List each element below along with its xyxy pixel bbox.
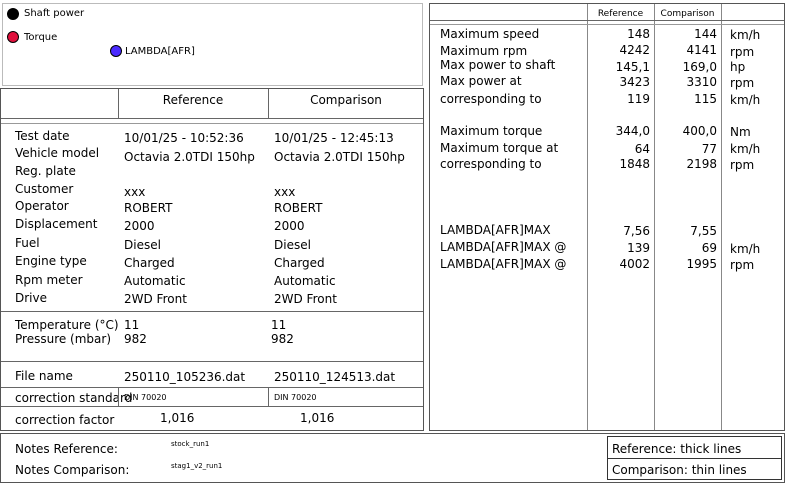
result-label-max-speed: Maximum speed	[440, 27, 540, 41]
result-cmp-max-speed: 144	[694, 27, 717, 41]
line-legend-reference: Reference: thick lines	[612, 442, 742, 456]
result-label-torque-corresponding: corresponding to	[440, 157, 542, 171]
info-header-comparison: Comparison	[310, 93, 382, 107]
test-info-table	[0, 88, 424, 431]
info-label-pressure: Pressure (mbar)	[15, 332, 112, 346]
info-ref-rpm-meter: Automatic	[124, 274, 186, 288]
info-cmp-drive: 2WD Front	[274, 292, 337, 306]
info-cmp-correction-factor: 1,016	[300, 411, 335, 425]
result-unit-power-corresponding: km/h	[730, 93, 761, 107]
legend-torque: Torque	[24, 32, 58, 43]
info-ref-file-name: 250110_105236.dat	[124, 370, 246, 384]
info-label-correction-standard: correction standard	[15, 391, 133, 405]
line-legend-comparison: Comparison: thin lines	[612, 463, 747, 477]
info-ref-correction-standard: DIN 70020	[124, 393, 167, 402]
result-label-max-torque: Maximum torque	[440, 124, 543, 138]
info-cmp-fuel: Diesel	[274, 238, 311, 252]
info-cmp-file-name: 250110_124513.dat	[274, 370, 396, 384]
info-ref-temperature: 11	[124, 318, 140, 332]
info-label-operator: Operator	[15, 199, 69, 213]
info-label-correction-factor: correction factor	[15, 413, 115, 427]
info-cmp-temperature: 11	[271, 318, 287, 332]
result-ref-max-torque: 344,0	[615, 124, 650, 138]
shaft-power-legend-marker	[7, 8, 19, 20]
info-ref-drive: 2WD Front	[124, 292, 187, 306]
notes-comparison-value: stag1_v2_run1	[171, 462, 223, 470]
result-cmp-max-power-at: 3310	[686, 75, 717, 89]
result-unit-max-power-at: rpm	[730, 76, 755, 90]
line-style-legend	[607, 436, 782, 480]
result-ref-max-rpm: 4242	[619, 43, 650, 57]
result-unit-torque-corresponding: rpm	[730, 158, 755, 172]
result-ref-max-speed: 148	[627, 27, 650, 41]
info-label-test-date: Test date	[15, 129, 70, 143]
lambda-legend-marker	[110, 45, 122, 57]
info-label-drive: Drive	[15, 291, 47, 305]
result-cmp-lambda-max: 7,55	[690, 224, 717, 238]
info-ref-customer: xxx	[124, 185, 146, 199]
result-ref-lambda-max: 7,56	[623, 224, 650, 238]
result-unit-max-rpm: rpm	[730, 45, 755, 59]
result-ref-max-power-at: 3423	[619, 75, 650, 89]
info-label-temperature: Temperature (°C)	[15, 318, 119, 332]
results-header-reference: Reference	[597, 9, 644, 19]
result-label-lambda-max: LAMBDA[AFR]MAX	[440, 223, 551, 237]
info-label-displacement: Displacement	[15, 217, 98, 231]
notes-reference-value: stock_run1	[171, 440, 210, 448]
result-cmp-max-torque-at: 77	[701, 142, 717, 156]
result-unit-max-power: hp	[730, 60, 746, 74]
result-cmp-torque-corresponding: 2198	[686, 157, 717, 171]
result-unit-lambda-max-rpm: rpm	[730, 258, 755, 272]
info-label-vehicle-model: Vehicle model	[15, 146, 100, 160]
result-cmp-power-corresponding: 115	[694, 92, 717, 106]
info-ref-vehicle-model: Octavia 2.0TDI 150hp	[124, 150, 255, 164]
result-cmp-lambda-max-rpm: 1995	[686, 257, 717, 271]
result-label-max-torque-at: Maximum torque at	[440, 141, 559, 155]
info-ref-fuel: Diesel	[124, 238, 161, 252]
info-cmp-engine-type: Charged	[274, 256, 325, 270]
info-ref-test-date: 10/01/25 - 10:52:36	[124, 131, 244, 145]
notes-reference-label: Notes Reference:	[15, 442, 118, 456]
legend-lambda: LAMBDA[AFR]	[125, 46, 195, 57]
info-ref-pressure: 982	[124, 332, 147, 346]
info-label-file-name: File name	[15, 369, 73, 383]
result-ref-lambda-max-rpm: 4002	[619, 257, 650, 271]
notes-panel	[0, 433, 785, 483]
result-cmp-lambda-max-speed: 69	[701, 241, 717, 255]
info-label-fuel: Fuel	[15, 236, 40, 250]
result-cmp-max-power: 169,0	[682, 60, 717, 74]
info-label-customer: Customer	[15, 182, 74, 196]
result-unit-max-speed: km/h	[730, 28, 761, 42]
result-unit-max-torque-at: km/h	[730, 142, 761, 156]
result-label-max-power-at: Max power at	[440, 74, 522, 88]
result-cmp-max-torque: 400,0	[682, 124, 717, 138]
result-unit-lambda-max-speed: km/h	[730, 242, 761, 256]
info-cmp-test-date: 10/01/25 - 12:45:13	[274, 131, 394, 145]
info-label-reg-plate: Reg. plate	[15, 164, 76, 178]
info-cmp-correction-standard: DIN 70020	[274, 393, 317, 402]
info-cmp-customer: xxx	[274, 185, 296, 199]
torque-legend-marker	[7, 31, 19, 43]
legend-shaft-power: Shaft power	[24, 8, 85, 19]
results-header-comparison: Comparison	[660, 9, 715, 19]
info-label-engine-type: Engine type	[15, 254, 87, 268]
info-label-rpm-meter: Rpm meter	[15, 273, 83, 287]
info-cmp-rpm-meter: Automatic	[274, 274, 336, 288]
result-label-lambda-max-speed: LAMBDA[AFR]MAX @	[440, 240, 567, 254]
result-ref-lambda-max-speed: 139	[627, 241, 650, 255]
result-cmp-max-rpm: 4141	[686, 43, 717, 57]
result-label-max-rpm: Maximum rpm	[440, 44, 528, 58]
result-label-lambda-max-rpm: LAMBDA[AFR]MAX @	[440, 257, 567, 271]
info-cmp-vehicle-model: Octavia 2.0TDI 150hp	[274, 150, 405, 164]
results-table	[429, 3, 785, 431]
info-ref-displacement: 2000	[124, 219, 155, 233]
info-ref-operator: ROBERT	[124, 201, 173, 215]
legend-panel	[2, 3, 423, 86]
result-label-max-power: Max power to shaft	[440, 58, 556, 72]
info-cmp-displacement: 2000	[274, 219, 305, 233]
info-header-reference: Reference	[162, 93, 224, 107]
info-ref-engine-type: Charged	[124, 256, 175, 270]
result-ref-max-power: 145,1	[615, 60, 650, 74]
result-ref-torque-corresponding: 1848	[619, 157, 650, 171]
info-cmp-pressure: 982	[271, 332, 294, 346]
result-unit-max-torque: Nm	[730, 125, 751, 139]
info-ref-correction-factor: 1,016	[160, 411, 195, 425]
result-label-power-corresponding: corresponding to	[440, 92, 542, 106]
result-ref-power-corresponding: 119	[627, 92, 650, 106]
result-ref-max-torque-at: 64	[634, 142, 650, 156]
notes-comparison-label: Notes Comparison:	[15, 463, 130, 477]
info-cmp-operator: ROBERT	[274, 201, 323, 215]
